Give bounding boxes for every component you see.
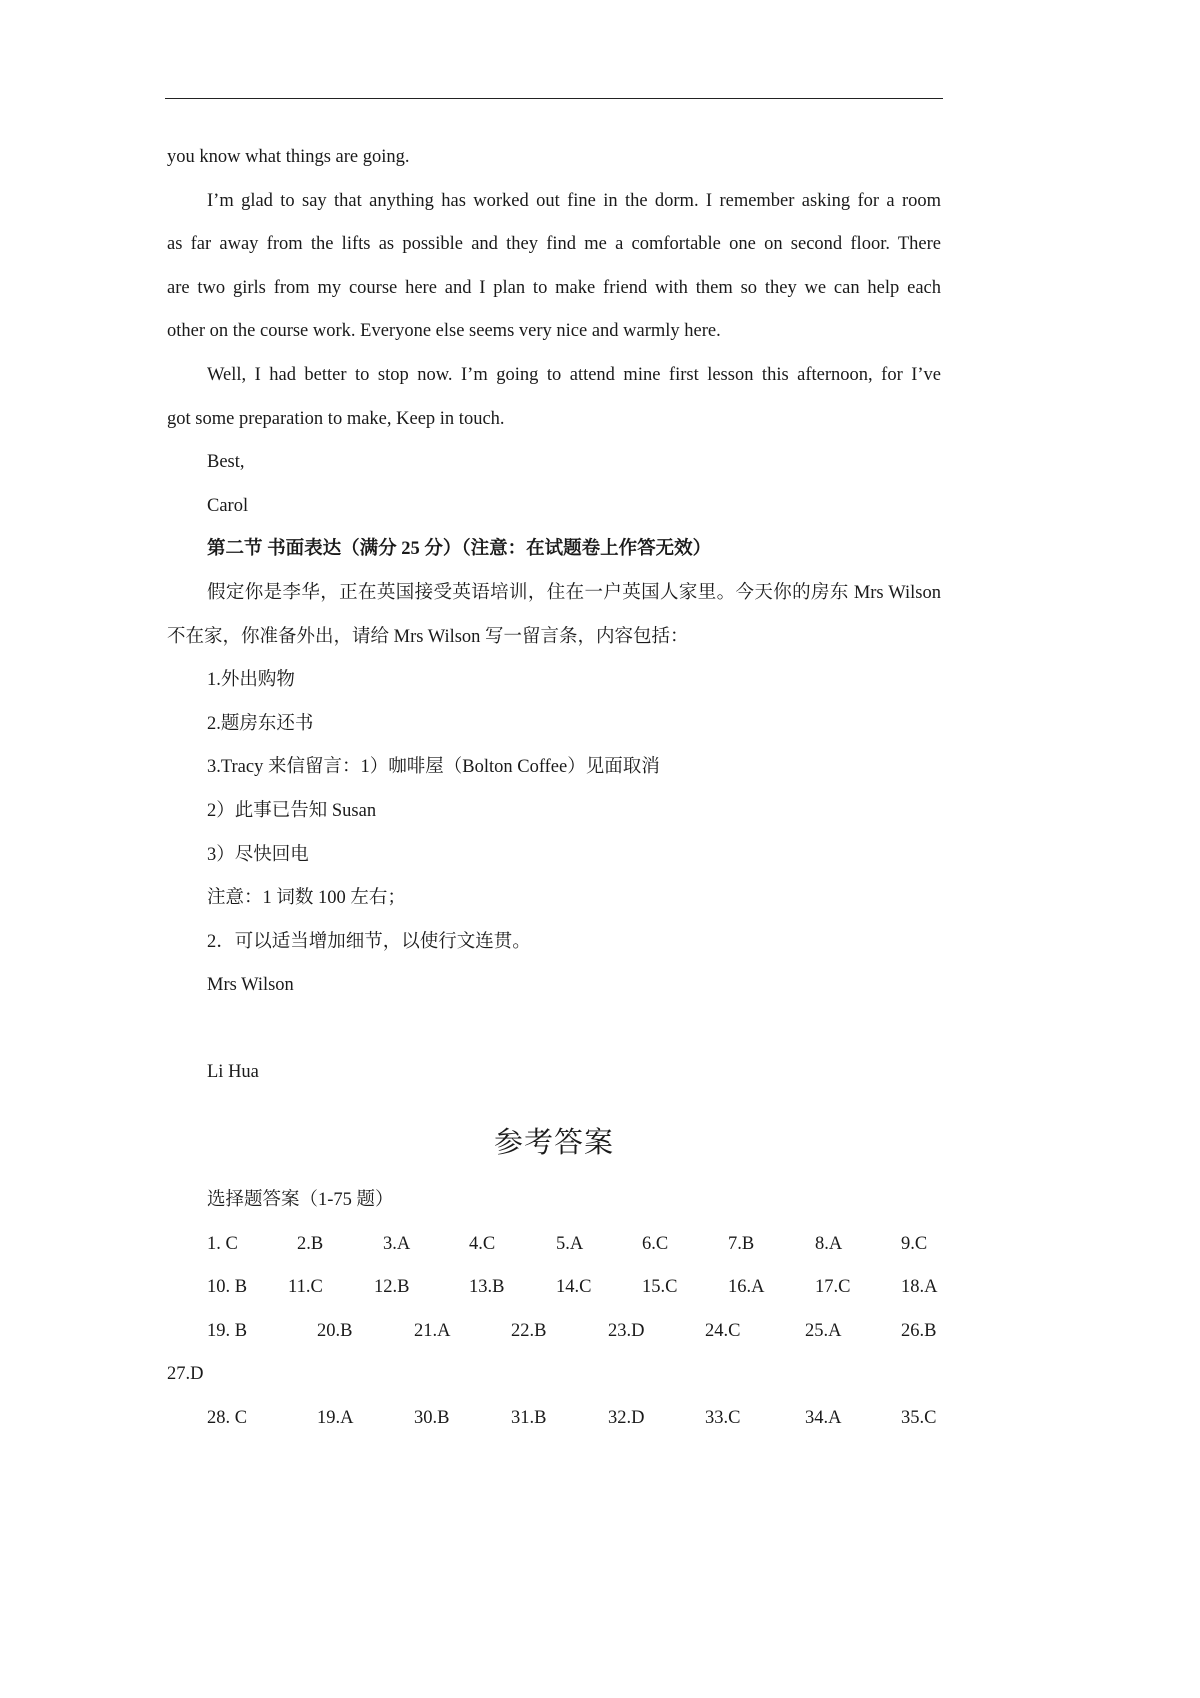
answer-cell: 33.C xyxy=(705,1408,741,1429)
answer-cell: 21.A xyxy=(414,1320,451,1341)
note-line: 2．可以适当增加细节，以使行文连贯。 xyxy=(207,931,531,952)
letter-paragraph-line: as far away from the lifts as possible and they find me a comfortable one on second floor. There xyxy=(167,234,941,255)
letter-paragraph-line: Well, I had better to stop now. I’m going to attend mine first lesson this afternoon, for I’ve xyxy=(207,364,941,385)
letter-paragraph-line: got some preparation to make, Keep in touch. xyxy=(167,408,505,429)
answer-cell: 20.B xyxy=(317,1320,353,1341)
answer-cell: 34.A xyxy=(805,1408,842,1429)
answer-row xyxy=(167,1353,941,1397)
answer-key-title: 参考答案 xyxy=(493,1127,614,1160)
answer-cell: 32.D xyxy=(608,1408,645,1429)
answer-cell: 28. C xyxy=(207,1408,248,1429)
answer-cell: 13.B xyxy=(469,1277,505,1298)
answer-cell: 19.A xyxy=(317,1408,354,1429)
answer-cell: 18.A xyxy=(901,1277,938,1298)
answer-cell: 4.C xyxy=(469,1233,496,1254)
answer-cell: 3.A xyxy=(383,1233,411,1254)
blank-writing-space xyxy=(167,1008,941,1052)
answer-cell: 10. B xyxy=(207,1277,248,1298)
answer-cell: 8.A xyxy=(815,1233,843,1254)
prompt-line: 假定你是李华，正在英国接受英语培训，住在一户英国人家里。今天你的房东 Mrs Wilson xyxy=(207,582,941,603)
answer-cell: 17.C xyxy=(815,1277,851,1298)
answer-cell: 11.C xyxy=(288,1277,323,1298)
answer-cell: 27.D xyxy=(167,1364,204,1385)
answer-row xyxy=(167,1266,941,1310)
answer-cell: 23.D xyxy=(608,1320,645,1341)
letter-paragraph-line: I’m glad to say that anything has worked out fine in the dorm. I remember asking for a room xyxy=(207,190,941,211)
answer-cell: 31.B xyxy=(511,1408,547,1429)
prompt-item: 2.题房东还书 xyxy=(207,713,314,734)
answer-cell: 22.B xyxy=(511,1320,547,1341)
letter-signature: Carol xyxy=(207,495,249,516)
letter-paragraph-line: are two girls from my course here and I plan to make friend with them so they we can help each xyxy=(167,277,941,298)
answer-cell: 24.C xyxy=(705,1320,741,1341)
answer-cell: 35.C xyxy=(901,1408,937,1429)
letter-paragraph-line: other on the course work. Everyone else seems very nice and warmly here. xyxy=(167,321,721,342)
answer-row xyxy=(167,1223,941,1267)
prompt-item: 2）此事已告知 Susan xyxy=(207,800,377,821)
header-rule xyxy=(165,98,943,99)
answer-row xyxy=(167,1310,941,1354)
document-body xyxy=(167,136,941,1441)
answer-cell: 9.C xyxy=(901,1233,928,1254)
answer-cell: 5.A xyxy=(556,1233,584,1254)
answer-cell: 16.A xyxy=(728,1277,765,1298)
answer-row xyxy=(167,1397,941,1441)
answer-cell: 1. C xyxy=(207,1233,238,1254)
answer-cell: 2.B xyxy=(297,1233,324,1254)
answer-cell: 6.C xyxy=(642,1233,669,1254)
letter-closing: Best, xyxy=(207,452,245,473)
answer-cell: 25.A xyxy=(805,1320,842,1341)
answer-cell: 12.B xyxy=(374,1277,410,1298)
answer-cell: 30.B xyxy=(414,1408,450,1429)
note-salutation: Mrs Wilson xyxy=(207,975,294,996)
answer-cell: 26.B xyxy=(901,1320,937,1341)
prompt-line: 不在家，你准备外出，请给 Mrs Wilson 写一留言条，内容包括： xyxy=(167,626,689,647)
letter-line: you know what things are going. xyxy=(167,147,410,167)
answer-cell: 14.C xyxy=(556,1277,592,1298)
answer-key-subtitle: 选择题答案（1-75 题） xyxy=(207,1190,394,1211)
answer-cell: 19. B xyxy=(207,1320,248,1341)
prompt-item: 3.Tracy 来信留言：1）咖啡屋（Bolton Coffee）见面取消 xyxy=(207,757,660,778)
answer-cell: 7.B xyxy=(728,1233,755,1254)
prompt-item: 3）尽快回电 xyxy=(207,844,309,865)
section-heading: 第二节 书面表达（满分 25 分）（注意：在试题卷上作答无效） xyxy=(207,539,712,560)
note-sign-off: Li Hua xyxy=(207,1062,259,1083)
prompt-item: 1.外出购物 xyxy=(207,670,295,691)
answer-cell: 15.C xyxy=(642,1277,678,1298)
note-line: 注意：1 词数 100 左右； xyxy=(207,888,406,909)
